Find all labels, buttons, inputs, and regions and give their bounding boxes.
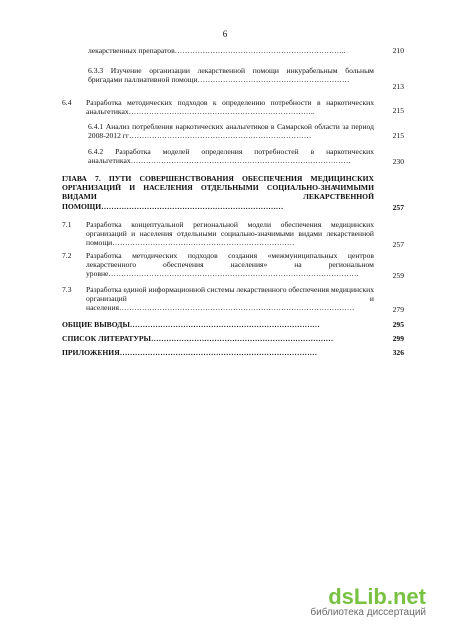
toc-entry-text: СПИСОК ЛИТЕРАТУРЫ………………………………………………………………: [62, 334, 334, 343]
toc-entry: [62, 66, 404, 98]
toc-entry-page: 326: [392, 348, 404, 357]
toc-entry-page: 215: [392, 131, 404, 140]
toc-entry-text: ГЛАВА 7. ПУТИ СОВЕРШЕНСТВОВАНИЯ ОБЕСПЕЧЕНИЯ МЕДИЦИНСКИХ ОРГАНИЗАЦИЙ И НАСЕЛЕНИЯ ОТДЕЛЬНЫМИ СОЦИАЛЬНО-ЗНАЧИМЫМИ ВИДАМИ ЛЕКАРСТВЕННОЙ ПОМОЩИ………………………………………………………………: [62, 174, 374, 211]
logo-tagline: библиотека диссертаций: [310, 607, 426, 618]
toc-entry-text: лекарственных препаратов…………………………………………………………..: [88, 46, 346, 55]
page-number: 6: [222, 29, 228, 39]
toc-entry: [62, 285, 404, 320]
toc-entry-text: 6.4.2 Разработка моделей определения потребностей в наркотических анальгетиках……………………………………………………………………………: [88, 147, 374, 166]
toc-entry-text: ПРИЛОЖЕНИЯ……………………………………………………………………: [62, 348, 318, 357]
toc-entry-text: 6.4.1 Анализ потребления наркотических анальгетиков в Самарской области за период 2008-2012 гг………………………………………………………………: [88, 122, 374, 141]
toc-entry: [62, 46, 404, 66]
toc-entry: [62, 348, 404, 362]
toc-entry-page: 259: [392, 271, 404, 280]
toc-entry-text: Разработка методических подходов к определению потребности в наркотических анальгетиках………………………………………………………………..: [86, 98, 374, 117]
toc-entry: [62, 174, 404, 220]
toc-entry-page: 257: [392, 240, 404, 249]
toc-entry-text: Разработка концептуальной региональной модели обеспечения медицинских организаций и населения отдельными социально-значимыми видами лекарственной помощи………………………………………………………………: [86, 220, 374, 248]
toc-entry-page: 230: [392, 157, 404, 166]
toc-entry: [62, 334, 404, 348]
toc-entry-page: 279: [392, 305, 404, 314]
logo-main: dsLib: [328, 584, 387, 609]
toc-entry-text: 6.3.3 Изучение организации лекарственной помощи инкурабельным больным бригадами паллиативной помощи……………………………………………………: [88, 66, 374, 85]
toc-entry-number: 7.3: [62, 285, 72, 294]
toc-entry: [62, 320, 404, 334]
toc-entry-text: Разработка единой информационной системы лекарственного обеспечения медицинских организаций и населения…………………………………………………………………………………: [86, 285, 374, 313]
toc-entry-number: 7.2: [62, 251, 72, 260]
logo-tld: .net: [386, 584, 426, 609]
toc-entry-page: 210: [392, 46, 404, 55]
toc-entry: [62, 122, 404, 147]
toc-entry: [62, 220, 404, 251]
toc-entry-number: 6.4: [62, 98, 72, 107]
table-of-contents: [62, 46, 404, 362]
toc-entry-page: 257: [392, 203, 404, 212]
toc-entry: [62, 251, 404, 285]
watermark[interactable]: [306, 584, 426, 618]
toc-entry-page: 215: [392, 106, 404, 115]
toc-entry-page: 213: [392, 82, 404, 91]
toc-entry-page: 295: [392, 320, 404, 329]
toc-entry-number: 7.1: [62, 220, 72, 229]
toc-entry-text: ОБЩИЕ ВЫВОДЫ…………………………………………………………………: [62, 320, 320, 329]
toc-entry-page: 299: [392, 334, 404, 343]
toc-entry: [62, 147, 404, 174]
toc-entry: [62, 98, 404, 122]
toc-entry-text: Разработка методических подходов создания «межмуниципальных центров лекарственного обеспечения населения» на региональном уровне………………………………………………………………………………………: [86, 251, 374, 279]
